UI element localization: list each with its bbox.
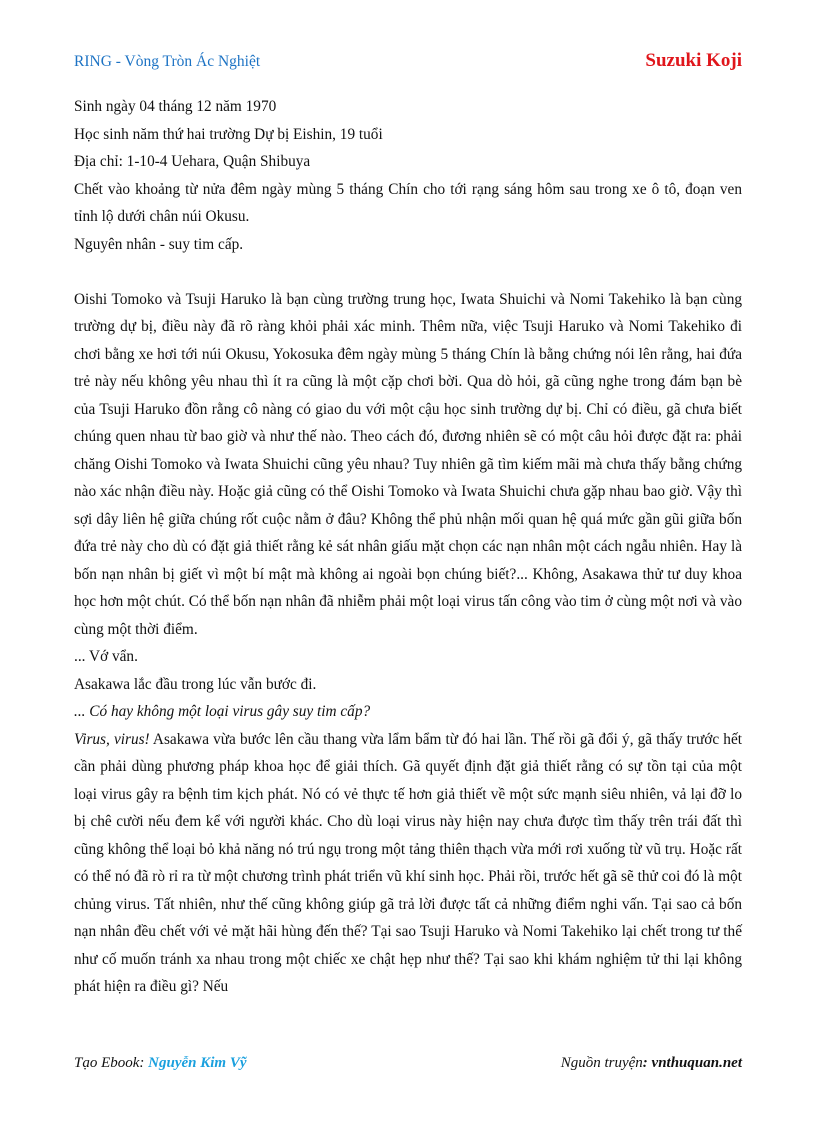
info-line-cause: Nguyên nhân - suy tim cấp. bbox=[74, 235, 244, 253]
info-line-birth: Sinh ngày 04 tháng 12 năm 1970 bbox=[74, 98, 277, 115]
info-line-school: Học sinh năm thứ hai trường Dự bị Eishin, 19 tuổi bbox=[74, 125, 383, 143]
footer-source bbox=[561, 1055, 742, 1072]
author-name: Suzuki Koji bbox=[645, 50, 742, 71]
paragraph-2: ... Vớ vẩn. bbox=[74, 648, 138, 665]
info-line-address: Địa chỉ: 1-10-4 Uehara, Quận Shibuya bbox=[74, 153, 311, 170]
source-colon: : bbox=[642, 1055, 652, 1071]
creator-label: Tạo Ebook bbox=[74, 1055, 140, 1071]
footer-creator bbox=[74, 1055, 247, 1072]
source-name: vnthuquan.net bbox=[651, 1055, 742, 1071]
info-line-death: Chết vào khoảng từ nửa đêm ngày mùng 5 tháng Chín cho tới rạng sáng hôm sau trong xe ô tô, đoạn ven tỉnh lộ dưới chân núi Okusu. bbox=[74, 180, 742, 225]
paragraph-5-text: Asakawa vừa bước lên cầu thang vừa lẩm bẩm từ đó hai lần. Thế rồi gã đổi ý, gã thấy trước hết cần phải dùng phương pháp khoa học để giải thích. Gã quyết định đặt giả thiết rằng có sự tồn tại của một loại virus gây ra bệnh tim kịch phát. Nó có vẻ thực tế hơn giả thiết về một sức mạnh siêu nhiên, vả lại đỡ lo bị chê cười nếu đem kể với người khác. Cho dù loại virus này hiện nay chưa được tìm thấy trên trái đất thì cũng không thể loại bỏ khả năng nó trú ngụ trong một tảng thiên thạch vừa mới rơi xuống từ vũ trụ. Hoặc rất có thể nó đã rò rỉ ra từ một chương trình phát triển vũ khí sinh học. Phải rồi, trước hết gã sẽ thử coi đó là một chủng virus. Tất nhiên, như thế cũng không giúp gã trả lời được tất cả những điểm nghi vấn. Tại sao cả bốn nạn nhân đều chết với vẻ mặt hãi hùng đến thế? Tại sao Tsuji Haruko và Nomi Takehiko lại chết trong tư thế như cố muốn tránh xa nhau trong một chiếc xe chật hẹp như thế? Tại sao khi khám nghiệm tử thi lại không phát hiện ra điều gì? Nếu bbox=[74, 730, 742, 995]
paragraph-4: ... Có hay không một loại virus gây suy tim cấp? bbox=[74, 703, 371, 720]
paragraph-3: Asakawa lắc đầu trong lúc vẫn bước đi. bbox=[74, 675, 317, 693]
source-label: Nguồn truyện bbox=[560, 1055, 643, 1071]
page-footer bbox=[74, 1055, 742, 1077]
page-content bbox=[74, 93, 742, 1001]
paragraph-5-italic: Virus, virus! bbox=[74, 730, 150, 748]
book-title: RING - Vòng Tròn Ác Nghiệt bbox=[74, 53, 261, 70]
page-header bbox=[74, 50, 742, 76]
paragraph-5 bbox=[74, 726, 742, 1001]
paragraph-gap bbox=[74, 258, 742, 286]
paragraph-1: Oishi Tomoko và Tsuji Haruko là bạn cùng trường trung học, Iwata Shuichi và Nomi Takehiko là bạn cùng trường dự bị, điều này đã rõ ràng khỏi phải xác minh. Thêm nữa, việc Tsuji Haruko và Nomi Takehiko đi chơi bằng xe hơi tới núi Okusu, Yokosuka đêm ngày mùng 5 tháng Chín là bằng chứng nói lên rằng, hai đứa trẻ này nếu không yêu nhau thì ít ra cũng là một cặp chơi bời. Qua dò hỏi, gã cũng nghe trong đám bạn bè của Tsuji Haruko đồn rằng cô nàng có giao du với một cậu học sinh trường dự bị. Chỉ có điều, gã chưa biết chúng quen nhau từ bao giờ và như thế nào. Theo cách đó, đương nhiên sẽ có một câu hỏi được đặt ra: phải chăng Oishi Tomoko và Iwata Shuichi cũng yêu nhau? Tuy nhiên gã tìm kiếm mãi mà chưa thấy bằng chứng nào xác nhận điều này. Hoặc giả cũng có thể Oishi Tomoko và Iwata Shuichi chưa gặp nhau bao giờ. Vậy thì sợi dây liên hệ giữa chúng rốt cuộc nằm ở đâu? Không thể phủ nhận mối quan hệ quá mức gần gũi giữa bốn đứa trẻ này cho dù có đặt giả thiết rằng kẻ sát nhân giấu mặt chọn các nạn nhân một cách ngẫu nhiên. Hay là bốn nạn nhân bị giết vì một bí mật mà không ai ngoài bọn chúng biết?... Không, Asakawa thử tư duy khoa học hơn một chút. Có thể bốn nạn nhân đã nhiễm phải một loại virus tấn công vào tim ở cùng một nơi và vào cùng một thời điểm. bbox=[74, 290, 742, 638]
creator-name: Nguyễn Kim Vỹ bbox=[148, 1055, 247, 1071]
creator-colon: : bbox=[139, 1055, 149, 1071]
